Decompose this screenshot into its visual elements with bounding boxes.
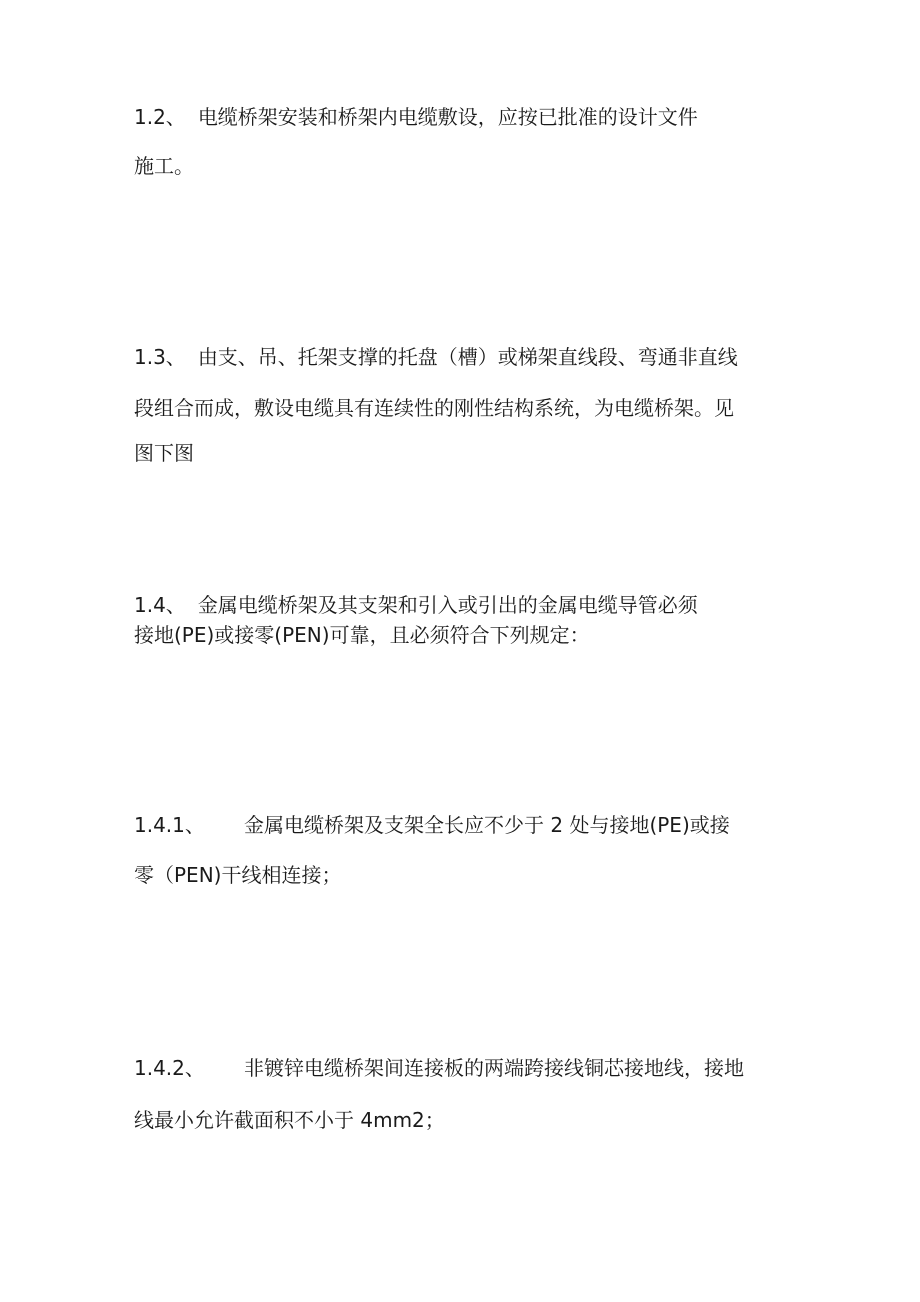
section-text: 金属电缆桥架及其支架和引入或引出的金属电缆导管必须: [197, 593, 698, 617]
section-1-3-line-2: 段组合而成，敷设电缆具有连续性的刚性结构系统，为电缆桥架。见: [134, 396, 734, 420]
section-1-3-line-1: [134, 344, 738, 370]
section-1-3-line-3: 图下图: [134, 441, 194, 465]
section-text: 非镀锌电缆桥架间连接板的两端跨接线铜芯接地线，接地: [244, 1056, 744, 1080]
section-1-4-2-line-1: [134, 1055, 744, 1081]
section-number: 1.3、: [134, 345, 186, 369]
section-number: 1.4、: [134, 593, 186, 617]
section-number: 1.4.1、: [134, 813, 205, 837]
section-1-4-1-line-2: 零（PEN)干线相连接；: [134, 863, 342, 887]
section-1-4-1-line-1: [134, 812, 730, 838]
section-number: 1.2、: [134, 105, 186, 129]
section-1-4-line-2: 接地(PE)或接零(PEN)可靠，且必须符合下列规定：: [134, 623, 590, 647]
section-1-2-line-1: [134, 104, 698, 130]
section-1-4-2-line-2: 线最小允许截面积不小于 4mm2；: [134, 1108, 445, 1132]
section-text: 电缆桥架安装和桥架内电缆敷设，应按已批准的设计文件: [197, 105, 698, 129]
section-1-2-line-2: 施工。: [134, 154, 194, 178]
section-number: 1.4.2、: [134, 1056, 205, 1080]
section-text: 金属电缆桥架及支架全长应不少于 2 处与接地(PE)或接: [244, 813, 730, 837]
section-text: 由支、吊、托架支撑的托盘（槽）或梯架直线段、弯通非直线: [197, 345, 738, 369]
section-1-4-line-1: [134, 592, 698, 618]
